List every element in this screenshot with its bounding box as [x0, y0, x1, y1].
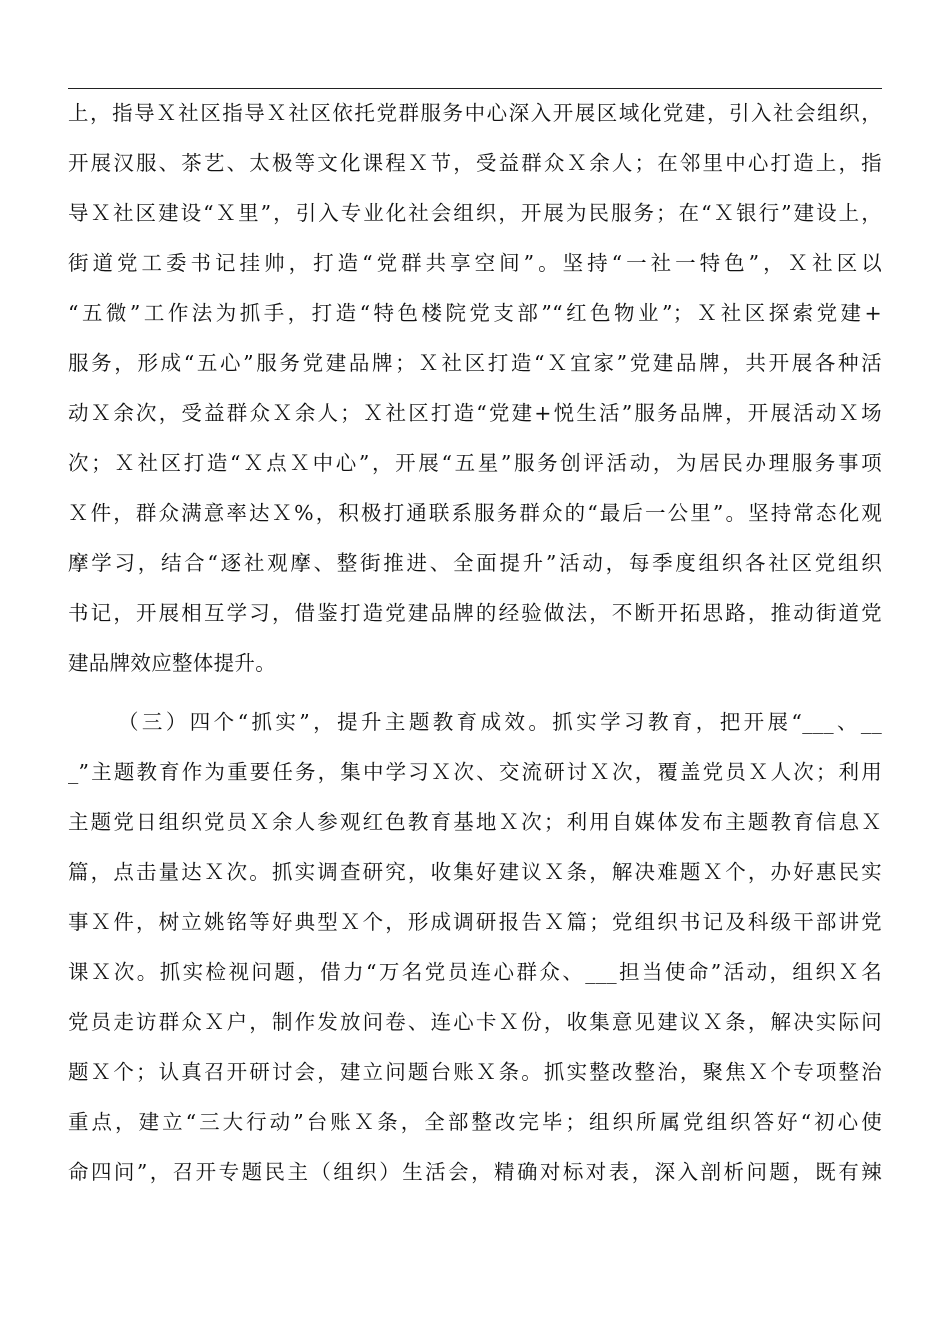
section-heading-line: （三）四个“抓实”，提升主题教育成效。抓实学习教育，把开展“___、__ — [118, 710, 882, 734]
text-line: 开展汉服、茶艺、太极等文化课程Ｘ节，受益群众Ｘ余人；在邻里中心打造上，指 — [68, 151, 882, 175]
text-line: Ｘ件，群众满意率达Ｘ%，积极打通联系服务群众的“最后一公里”。坚持常态化观 — [68, 501, 882, 525]
text-line: 主题党日组织党员Ｘ余人参观红色教育基地Ｘ次；利用自媒体发布主题教育信息Ｘ — [68, 810, 882, 834]
text-line: 动Ｘ余次，受益群众Ｘ余人；Ｘ社区打造“党建+悦生活”服务品牌，开展活动Ｘ场 — [68, 401, 882, 425]
text-line: 题Ｘ个；认真召开研讨会，建立问题台账Ｘ条。抓实整改整治，聚焦Ｘ个专项整治 — [68, 1060, 882, 1084]
text-line: 建品牌效应整体提升。 — [68, 651, 276, 675]
text-line: 课Ｘ次。抓实检视问题，借力“万名党员连心群众、___担当使命”活动，组织Ｘ名 — [68, 960, 882, 984]
text-line: 命四问”，召开专题民主（组织）生活会，精确对标对表，深入剖析问题，既有辣 — [68, 1160, 882, 1184]
text-line: 次；Ｘ社区打造“Ｘ点Ｘ中心”，开展“五星”服务创评活动，为居民办理服务事项 — [68, 451, 882, 475]
text-line: 服务，形成“五心”服务党建品牌；Ｘ社区打造“Ｘ宜家”党建品牌，共开展各种活 — [68, 351, 882, 375]
text-line: 党员走访群众Ｘ户，制作发放问卷、连心卡Ｘ份，收集意见建议Ｘ条，解决实际问 — [68, 1010, 882, 1034]
text-line: 重点，建立“三大行动”台账Ｘ条，全部整改完毕；组织所属党组织答好“初心使 — [68, 1110, 882, 1134]
text-line: 书记，开展相互学习，借鉴打造党建品牌的经验做法，不断开拓思路，推动街道党 — [68, 601, 882, 625]
header-rule — [68, 88, 882, 89]
text-line: 摩学习，结合“逐社观摩、整街推进、全面提升”活动，每季度组织各社区党组织 — [68, 551, 882, 575]
text-line: 事Ｘ件，树立姚铭等好典型Ｘ个，形成调研报告Ｘ篇；党组织书记及科级干部讲党 — [68, 910, 882, 934]
text-line: 街道党工委书记挂帅，打造“党群共享空间”。坚持“一社一特色”，Ｘ社区以 — [68, 251, 882, 275]
text-line: 导Ｘ社区建设“Ｘ里”，引入专业化社会组织，开展为民服务；在“Ｘ银行”建设上， — [68, 201, 882, 225]
text-line: _”主题教育作为重要任务，集中学习Ｘ次、交流研讨Ｘ次，覆盖党员Ｘ人次；利用 — [68, 760, 882, 784]
text-line: 上，指导Ｘ社区指导Ｘ社区依托党群服务中心深入开展区域化党建，引入社会组织， — [68, 101, 882, 125]
text-line: 篇，点击量达Ｘ次。抓实调查研究，收集好建议Ｘ条，解决难题Ｘ个，办好惠民实 — [68, 860, 882, 884]
text-line: “五微”工作法为抓手，打造“特色楼院党支部”“红色物业”；Ｘ社区探索党建+ — [68, 301, 882, 325]
